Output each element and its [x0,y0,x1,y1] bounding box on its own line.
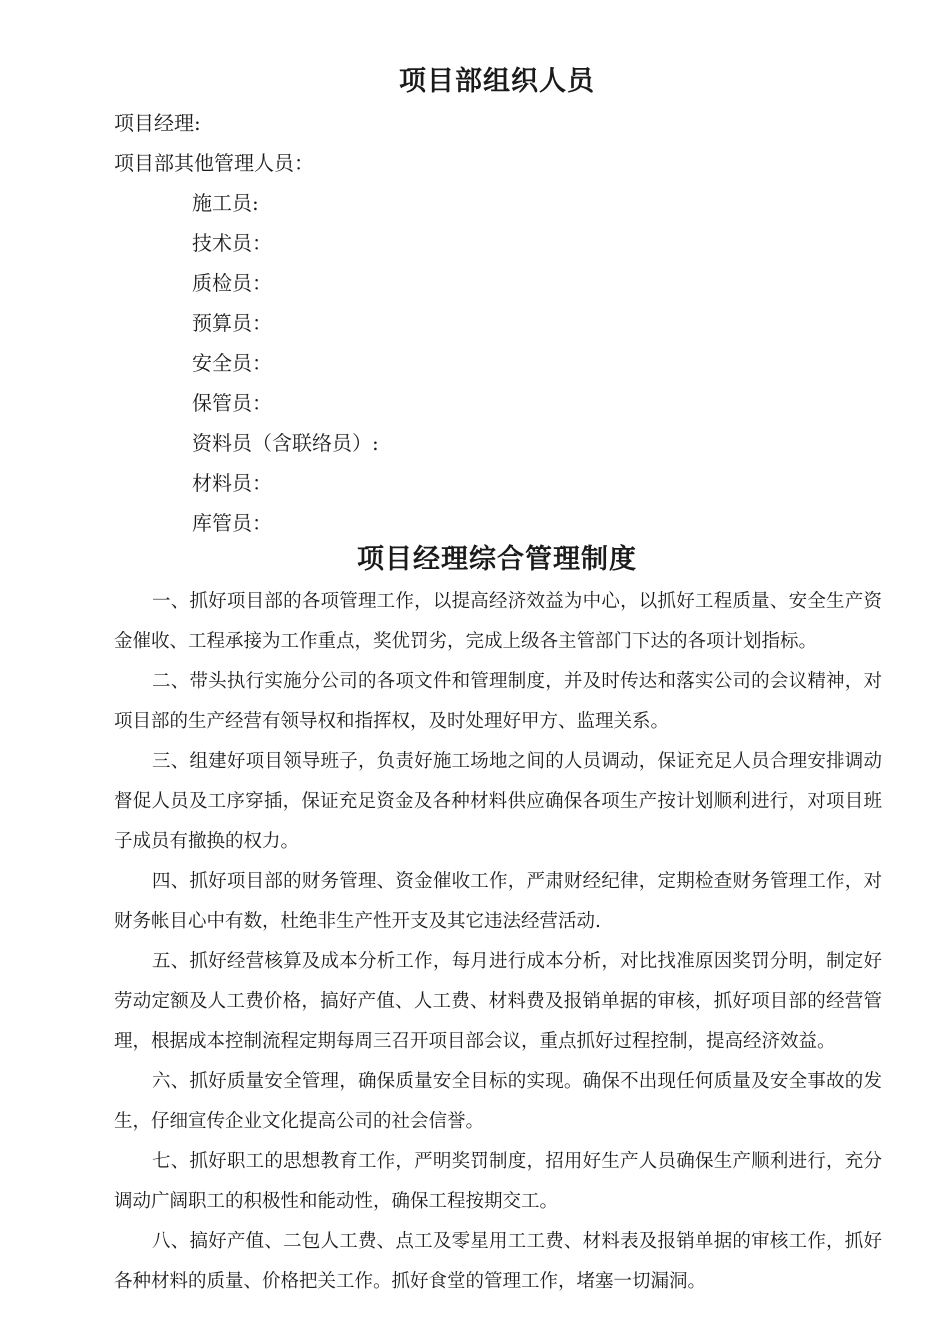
project-manager-label: 项目经理: [114,111,201,135]
rule-paragraph: 八、搞好产值、二包人工费、点工及零星用工工费、材料表及报销单据的审核工作，抓好各种材料的质量、价格把关工作。抓好食堂的管理工作，堵塞一切漏洞。 [114,1231,882,1292]
rule-paragraph: 一、抓好项目部的各项管理工作，以提高经济效益为中心，以抓好工程质量、安全生产资金催收、工程承接为工作重点，奖优罚劣，完成上级各主管部门下达的各项计划指标。 [114,591,882,652]
role-item: 技术员： [192,231,272,255]
role-item: 预算员： [192,311,272,335]
role-item: 保管员： [192,391,272,415]
rule-paragraph: 三、组建好项目领导班子，负责好施工场地之间的人员调动，保证充足人员合理安排调动督促人员及工序穿插，保证充足资金及各种材料供应确保各项生产按计划顺利进行，对项目班子成员有撤换的权力。 [114,751,882,852]
role-item: 质检员： [192,271,272,295]
section-title-organization: 项目部组织人员 [399,66,595,97]
role-item: 资料员（含联络员）: [192,431,379,455]
role-item: 材料员： [192,471,272,495]
section-title-management-rules: 项目经理综合管理制度 [357,544,637,575]
role-item: 安全员： [192,351,272,375]
rule-paragraph: 二、带头执行实施分公司的各项文件和管理制度，并及时传达和落实公司的会议精神，对项目部的生产经营有领导权和指挥权，及时处理好甲方、监理关系。 [114,671,882,732]
other-staff-label: 项目部其他管理人员： [114,151,314,175]
rule-paragraph: 七、抓好职工的思想教育工作，严明奖罚制度，招用好生产人员确保生产顺利进行，充分调动广阔职工的积极性和能动性，确保工程按期交工。 [114,1151,882,1212]
rule-paragraph: 五、抓好经营核算及成本分析工作，每月进行成本分析，对比找准原因奖罚分明，制定好劳动定额及人工费价格，搞好产值、人工费、材料费及报销单据的审核，抓好项目部的经营管理，根据成本控制流程定期每周三召开项目部会议，重点抓好过程控制，提高经济效益。 [114,951,882,1052]
rule-paragraph: 四、抓好项目部的财务管理、资金催收工作，严肃财经纪律，定期检查财务管理工作，对财务帐目心中有数，杜绝非生产性开支及其它违法经营活动. [114,871,882,932]
role-item: 库管员： [192,511,272,535]
role-item: 施工员: [192,191,259,215]
rule-paragraph: 六、抓好质量安全管理，确保质量安全目标的实现。确保不出现任何质量及安全事故的发生，仔细宣传企业文化提高公司的社会信誉。 [114,1071,882,1132]
